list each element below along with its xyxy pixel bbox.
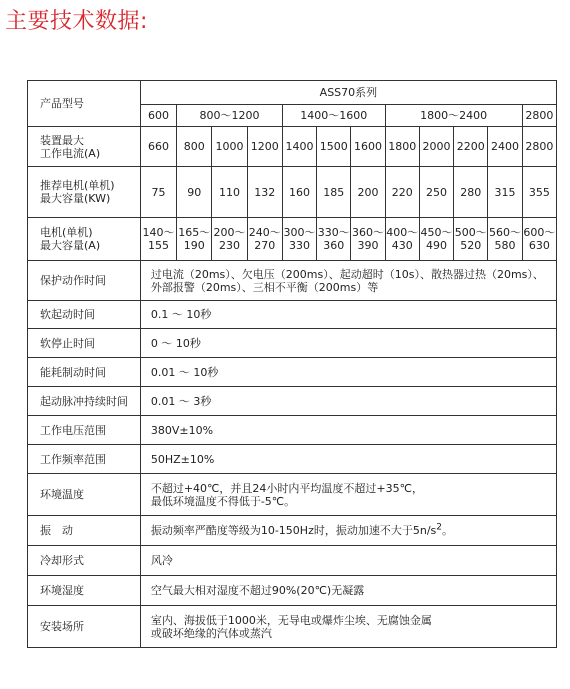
brake-row xyxy=(28,358,557,387)
protection-row xyxy=(28,261,557,301)
group-cell: 2800 xyxy=(522,105,556,127)
range-cell: 400～ 430 xyxy=(385,218,419,261)
range-cell: 360～ 390 xyxy=(351,218,385,261)
value-cell: 250 xyxy=(419,167,453,218)
row-label: 工作频率范围 xyxy=(28,445,141,474)
row-label: 工作电压范围 xyxy=(28,416,141,445)
value-cell: 185 xyxy=(317,167,351,218)
spec-table xyxy=(27,80,557,648)
range-cell: 560～ 580 xyxy=(488,218,522,261)
value-cell: 1400 xyxy=(282,127,316,167)
row-label: 安装场所 xyxy=(28,606,141,648)
protection-text: 过电流（20ms）、欠电压（200ms）、起动超时（10s）、散热器过热（20ms）、 外部报警（20ms）、三相不平衡（200ms）等 xyxy=(140,261,556,301)
pulse-row xyxy=(28,387,557,416)
power-row xyxy=(28,167,557,218)
current-row xyxy=(28,127,557,167)
value-cell: 110 xyxy=(212,167,247,218)
range-cell: 450～ 490 xyxy=(419,218,453,261)
value-cell: 200 xyxy=(351,167,385,218)
value-cell: 75 xyxy=(140,167,176,218)
group-cell: 1800～2400 xyxy=(385,105,522,127)
row-label: 冷却形式 xyxy=(28,546,141,576)
value-cell: 1000 xyxy=(212,127,247,167)
value-text: 0 ～ 10秒 xyxy=(140,329,556,358)
label-line: 推荐电机(单机) xyxy=(40,179,115,192)
row-label: 软起动时间 xyxy=(28,301,141,329)
value-cell: 355 xyxy=(522,167,556,218)
row-label xyxy=(28,167,141,218)
soft-stop-row xyxy=(28,329,557,358)
vibration-text: 振动频率严酷度等级为10-150Hz时，振动加速不大于$5n/s^2$。 xyxy=(140,516,556,546)
value-text: 风冷 xyxy=(140,546,556,576)
value-cell: 1500 xyxy=(317,127,351,167)
row-label xyxy=(28,218,141,261)
row-label: 环境湿度 xyxy=(28,576,141,606)
value-text: 380V±10% xyxy=(140,416,556,445)
value-cell: 2800 xyxy=(522,127,556,167)
motor-row xyxy=(28,218,557,261)
value-cell: 1600 xyxy=(351,127,385,167)
label-line: 最大容量(KW) xyxy=(40,192,111,205)
value-cell: 660 xyxy=(140,127,176,167)
install-text: 室内、海拔低于1000米，无导电或爆炸尘埃、无腐蚀金属 或破坏绝缘的汽体或蒸汽 xyxy=(140,606,556,648)
value-cell: 220 xyxy=(385,167,419,218)
label-line: 工作电流(A) xyxy=(40,146,101,160)
range-cell: 240～ 270 xyxy=(247,218,282,261)
row-label: 振 动 xyxy=(28,516,141,546)
range-cell: 500～ 520 xyxy=(454,218,488,261)
row-label: 环境温度 xyxy=(28,474,141,516)
value-cell: 90 xyxy=(177,167,212,218)
value-cell: 1200 xyxy=(247,127,282,167)
range-cell: 200～ 230 xyxy=(212,218,247,261)
label-line: 装置最大 xyxy=(40,133,84,147)
range-cell: 330～ 360 xyxy=(317,218,351,261)
env-temp-row xyxy=(28,474,557,516)
group-cell: 800～1200 xyxy=(177,105,283,127)
row-label: 软停止时间 xyxy=(28,329,141,358)
value-cell: 1800 xyxy=(385,127,419,167)
value-text: 空气最大相对湿度不超过90%(20℃)无凝露 xyxy=(140,576,556,606)
group-cell: 1400～1600 xyxy=(282,105,385,127)
value-cell: 2400 xyxy=(488,127,522,167)
range-cell: 165～ 190 xyxy=(177,218,212,261)
model-label: 产品型号 xyxy=(28,81,141,127)
humidity-row xyxy=(28,576,557,606)
value-text: 50HZ±10% xyxy=(140,445,556,474)
install-row xyxy=(28,606,557,648)
value-text: 0.01 ～ 3秒 xyxy=(140,387,556,416)
label-line: 电机(单机) xyxy=(40,226,93,239)
value-cell: 315 xyxy=(488,167,522,218)
group-cell: 600 xyxy=(140,105,176,127)
range-cell: 600～ 630 xyxy=(522,218,556,261)
series-title: ASS70系列 xyxy=(140,81,556,105)
cooling-row xyxy=(28,546,557,576)
value-cell: 160 xyxy=(282,167,316,218)
page-heading: 主要技术数据: xyxy=(5,9,148,34)
range-cell: 300～ 330 xyxy=(282,218,316,261)
voltage-row xyxy=(28,416,557,445)
value-text: 0.1 ～ 10秒 xyxy=(140,301,556,329)
value-cell: 132 xyxy=(247,167,282,218)
env-temp-text: 不超过+40℃，并且24小时内平均温度不超过+35℃， 最低环境温度不得低于-5℃。 xyxy=(140,474,556,516)
label-line: 最大容量(A) xyxy=(40,239,101,252)
header-row xyxy=(28,81,557,105)
soft-start-row xyxy=(28,301,557,329)
value-text: 0.01 ～ 10秒 xyxy=(140,358,556,387)
value-cell: 2000 xyxy=(419,127,453,167)
row-label: 起动脉冲持续时间 xyxy=(28,387,141,416)
frequency-row xyxy=(28,445,557,474)
row-label: 能耗制动时间 xyxy=(28,358,141,387)
value-cell: 2200 xyxy=(454,127,488,167)
vibration-row xyxy=(28,516,557,546)
row-label xyxy=(28,127,141,167)
row-label: 保护动作时间 xyxy=(28,261,141,301)
value-cell: 800 xyxy=(177,127,212,167)
value-cell: 280 xyxy=(454,167,488,218)
range-cell: 140～ 155 xyxy=(140,218,176,261)
